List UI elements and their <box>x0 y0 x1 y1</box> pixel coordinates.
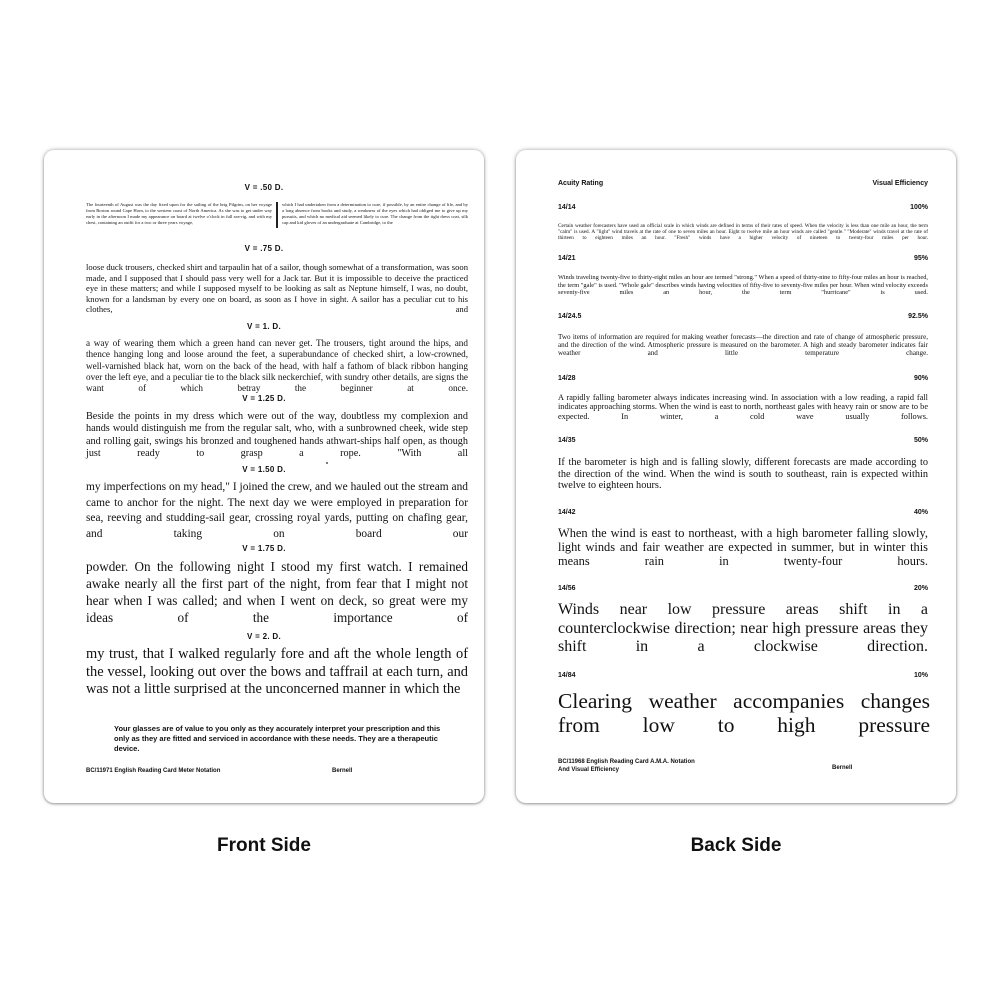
visual-efficiency: 50% <box>913 437 928 444</box>
glasses-note: Your glasses are of value to you only as they accurately interpret your prescription and this only as they are fitted and serviced in accordance with these needs. They are a therapeutic device. <box>114 724 441 753</box>
header-acuity-rating: Acuity Rating <box>558 180 604 187</box>
heading-v75: V = .75 D. <box>244 244 284 253</box>
column-divider <box>276 202 278 228</box>
acuity-rating: 14/14 <box>558 204 576 211</box>
paragraph-v125: Beside the points in my dress which were out of the way, doubtless my complexion and hands would distinguish me from the regular salt, who, with a sunbrowned cheek, wide step and rolling gait, swings his bronzed and toughened hands athwart-ships half open, as though just ready to grasp a rope. "With all <box>86 411 468 460</box>
paragraph-v50 <box>86 202 468 228</box>
back-footer-line-1: BC/11968 English Reading Card A.M.A. Notation <box>558 759 695 765</box>
acuity-row <box>558 375 928 382</box>
acuity-paragraph: A rapidly falling barometer always indicates increasing wind. In association with a low reading, a rapid fall indicates approaching storms. When the wind is east to north, northeast gales with heavy rain or snow are to be expected. In winter, a cold wave usually follows. <box>558 393 928 421</box>
back-footer-brand: Bernell <box>832 765 853 771</box>
paragraph-v150: my imperfections on my head," I joined the crew, and we hauled out the stream and came to anchor for the night. The next day we were employed in preparation for sea, reeving and studding-sail gear, crossing royal yards, putting on chafing gear, and taking on board our <box>86 481 468 540</box>
acuity-row <box>558 313 928 320</box>
paragraph-v50-right: which I had undertaken from a determination to cure, if possible, by an entire change of life, and by a long absence from books and study, a weakness of the eyes which had obliged me to give up my pursuits, and which no medical aid seemed likely to cure. The change from the tight dress coat, silk cap and kid gloves of an undergraduate at Cambridge, to the <box>282 202 468 225</box>
heading-v1: V = 1. D. <box>246 322 282 331</box>
acuity-row <box>558 509 928 516</box>
paragraph-v2: my trust, that I walked regularly fore and aft the whole length of the vessel, looking out over the bows and taffrail at each turn, and was not a little surprised at the unconcerned manner in which the <box>86 646 468 698</box>
visual-efficiency: 90% <box>913 375 928 382</box>
paragraph-v75: loose duck trousers, checked shirt and tarpaulin hat of a sailor, though somewhat of a transformation, was soon made, and I supposed that I should pass very well for a Jack tar. But it is impossible to deceive the practiced eye in these matters; and while I supposed myself to be looking as salt as Neptune himself, I was, no doubt, known for a landsman by every one on board, as soon as I hove in sight. A sailor has a peculiar cut to his clothes, and <box>86 262 468 314</box>
acuity-paragraph: When the wind is east to northeast, with a high barometer falling slowly, light winds and fair weather are expected in summer, but in winter this means rain in twenty-four hours. <box>558 526 928 568</box>
acuity-rating: 14/56 <box>558 585 576 592</box>
front-footer-brand: Bernell <box>332 768 353 774</box>
back-side-label: Back Side <box>690 835 782 856</box>
acuity-row <box>558 204 928 211</box>
heading-v2: V = 2. D. <box>246 632 282 641</box>
back-footer-line-2: And Visual Efficiency <box>558 767 619 773</box>
back-reading-card <box>516 150 956 803</box>
visual-efficiency: 92.5% <box>908 313 928 320</box>
heading-v125: V = 1.25 D. <box>242 394 286 403</box>
acuity-paragraph: Two items of information are required for making weather forecasts—the direction and rate of change of atmospheric pressure, and the direction of the wind. Atmospheric pressure is measured on the barometer. A high and steady barometer indicates fair weather and little temperature change. <box>558 333 928 357</box>
visual-efficiency: 100% <box>910 204 928 211</box>
acuity-row <box>558 437 928 444</box>
front-side-label: Front Side <box>217 835 311 856</box>
acuity-paragraph: Winds traveling twenty-five to thirty-eight miles an hour are termed "strong." When a speed of thirty-nine to fifty-four miles an hour is reached, the term "gale" is used. "Whole gale" describes winds having velocities of fifty-five to seventy-five miles per hour. When wind velocity exceeds seventy-five miles an hour, the term "hurricane" is used. <box>558 274 928 297</box>
acuity-rating: 14/21 <box>558 255 576 262</box>
paragraph-v175: powder. On the following night I stood my first watch. I remained awake nearly all the first part of the night, from fear that I might not hear when I was called; and when I went on deck, so great were my ideas of the importance of <box>86 559 468 625</box>
heading-v150: V = 1.50 D. <box>242 465 286 474</box>
front-reading-card <box>44 150 484 803</box>
acuity-rating: 14/42 <box>558 509 576 516</box>
acuity-row <box>558 585 928 592</box>
front-footer-card-id: BC/11971 English Reading Card Meter Notation <box>86 768 221 774</box>
acuity-rating: 14/84 <box>558 672 576 679</box>
acuity-rating: 14/24.5 <box>558 313 582 320</box>
acuity-paragraph: If the barometer is high and is falling slowly, different forecasts are made according to the direction of the wind. When the wind is south to southeast, rain is expected within twelve to eighteen hours. <box>558 457 928 492</box>
paragraph-v1: a way of wearing them which a green hand can never get. The trousers, tight around the hips, and thence hanging long and loose around the feet, a superabundance of checked shirt, a low-crowned, well-varnished black hat, worn on the back of the head, with half a fathom of black ribbon hanging over the left eye, and a peculiar tie to the black silk neckerchief, with sundry other details, are signs the want of which betray the beginner at once. <box>86 338 468 394</box>
heading-v175: V = 1.75 D. <box>242 544 286 553</box>
visual-efficiency: 20% <box>913 585 928 592</box>
paragraph-v50-left: The fourteenth of August was the day fixed upon for the sailing of the brig Pilgrim, on her voyage from Boston round Cape Horn, to the western coast of North America. As she was to get under way early in the afternoon I made my appearance on board at twelve o'clock in full sea-rig, and with my chest, containing an outfit for a two or three years voyage, <box>86 202 272 225</box>
header-visual-efficiency: Visual Efficiency <box>872 180 928 187</box>
acuity-rating: 14/28 <box>558 375 576 382</box>
visual-efficiency: 40% <box>913 509 928 516</box>
acuity-row <box>558 255 928 262</box>
acuity-paragraph: Winds near low pressure areas shift in a counterclockwise direction; near high pressure areas they shift in a clockwise direction. <box>558 601 928 655</box>
back-footer-card-id <box>558 758 695 774</box>
acuity-paragraph: Clearing weather accompanies changes from low to high pressure <box>558 689 930 737</box>
heading-v50: V = .50 D. <box>244 183 284 192</box>
acuity-paragraph: Certain weather forecasters have used an official scale in which winds are defined in terms of their rates of speed. When the velocity is less than one mile an hour, the term "calm" is used. A "light" wind travels at the rate of one to seven miles an hour. Eight to twelve mile an hour winds are called "gentle." "Moderate" winds travel at the rate of thirteen to eighteen miles an hour. "Fresh" winds have a higher velocity of nineteen to twenty-four miles per hour. <box>558 223 928 242</box>
visual-efficiency: 10% <box>913 672 928 679</box>
print-speck <box>326 462 328 464</box>
acuity-rating: 14/35 <box>558 437 576 444</box>
visual-efficiency: 95% <box>913 255 928 262</box>
acuity-row <box>558 672 928 679</box>
